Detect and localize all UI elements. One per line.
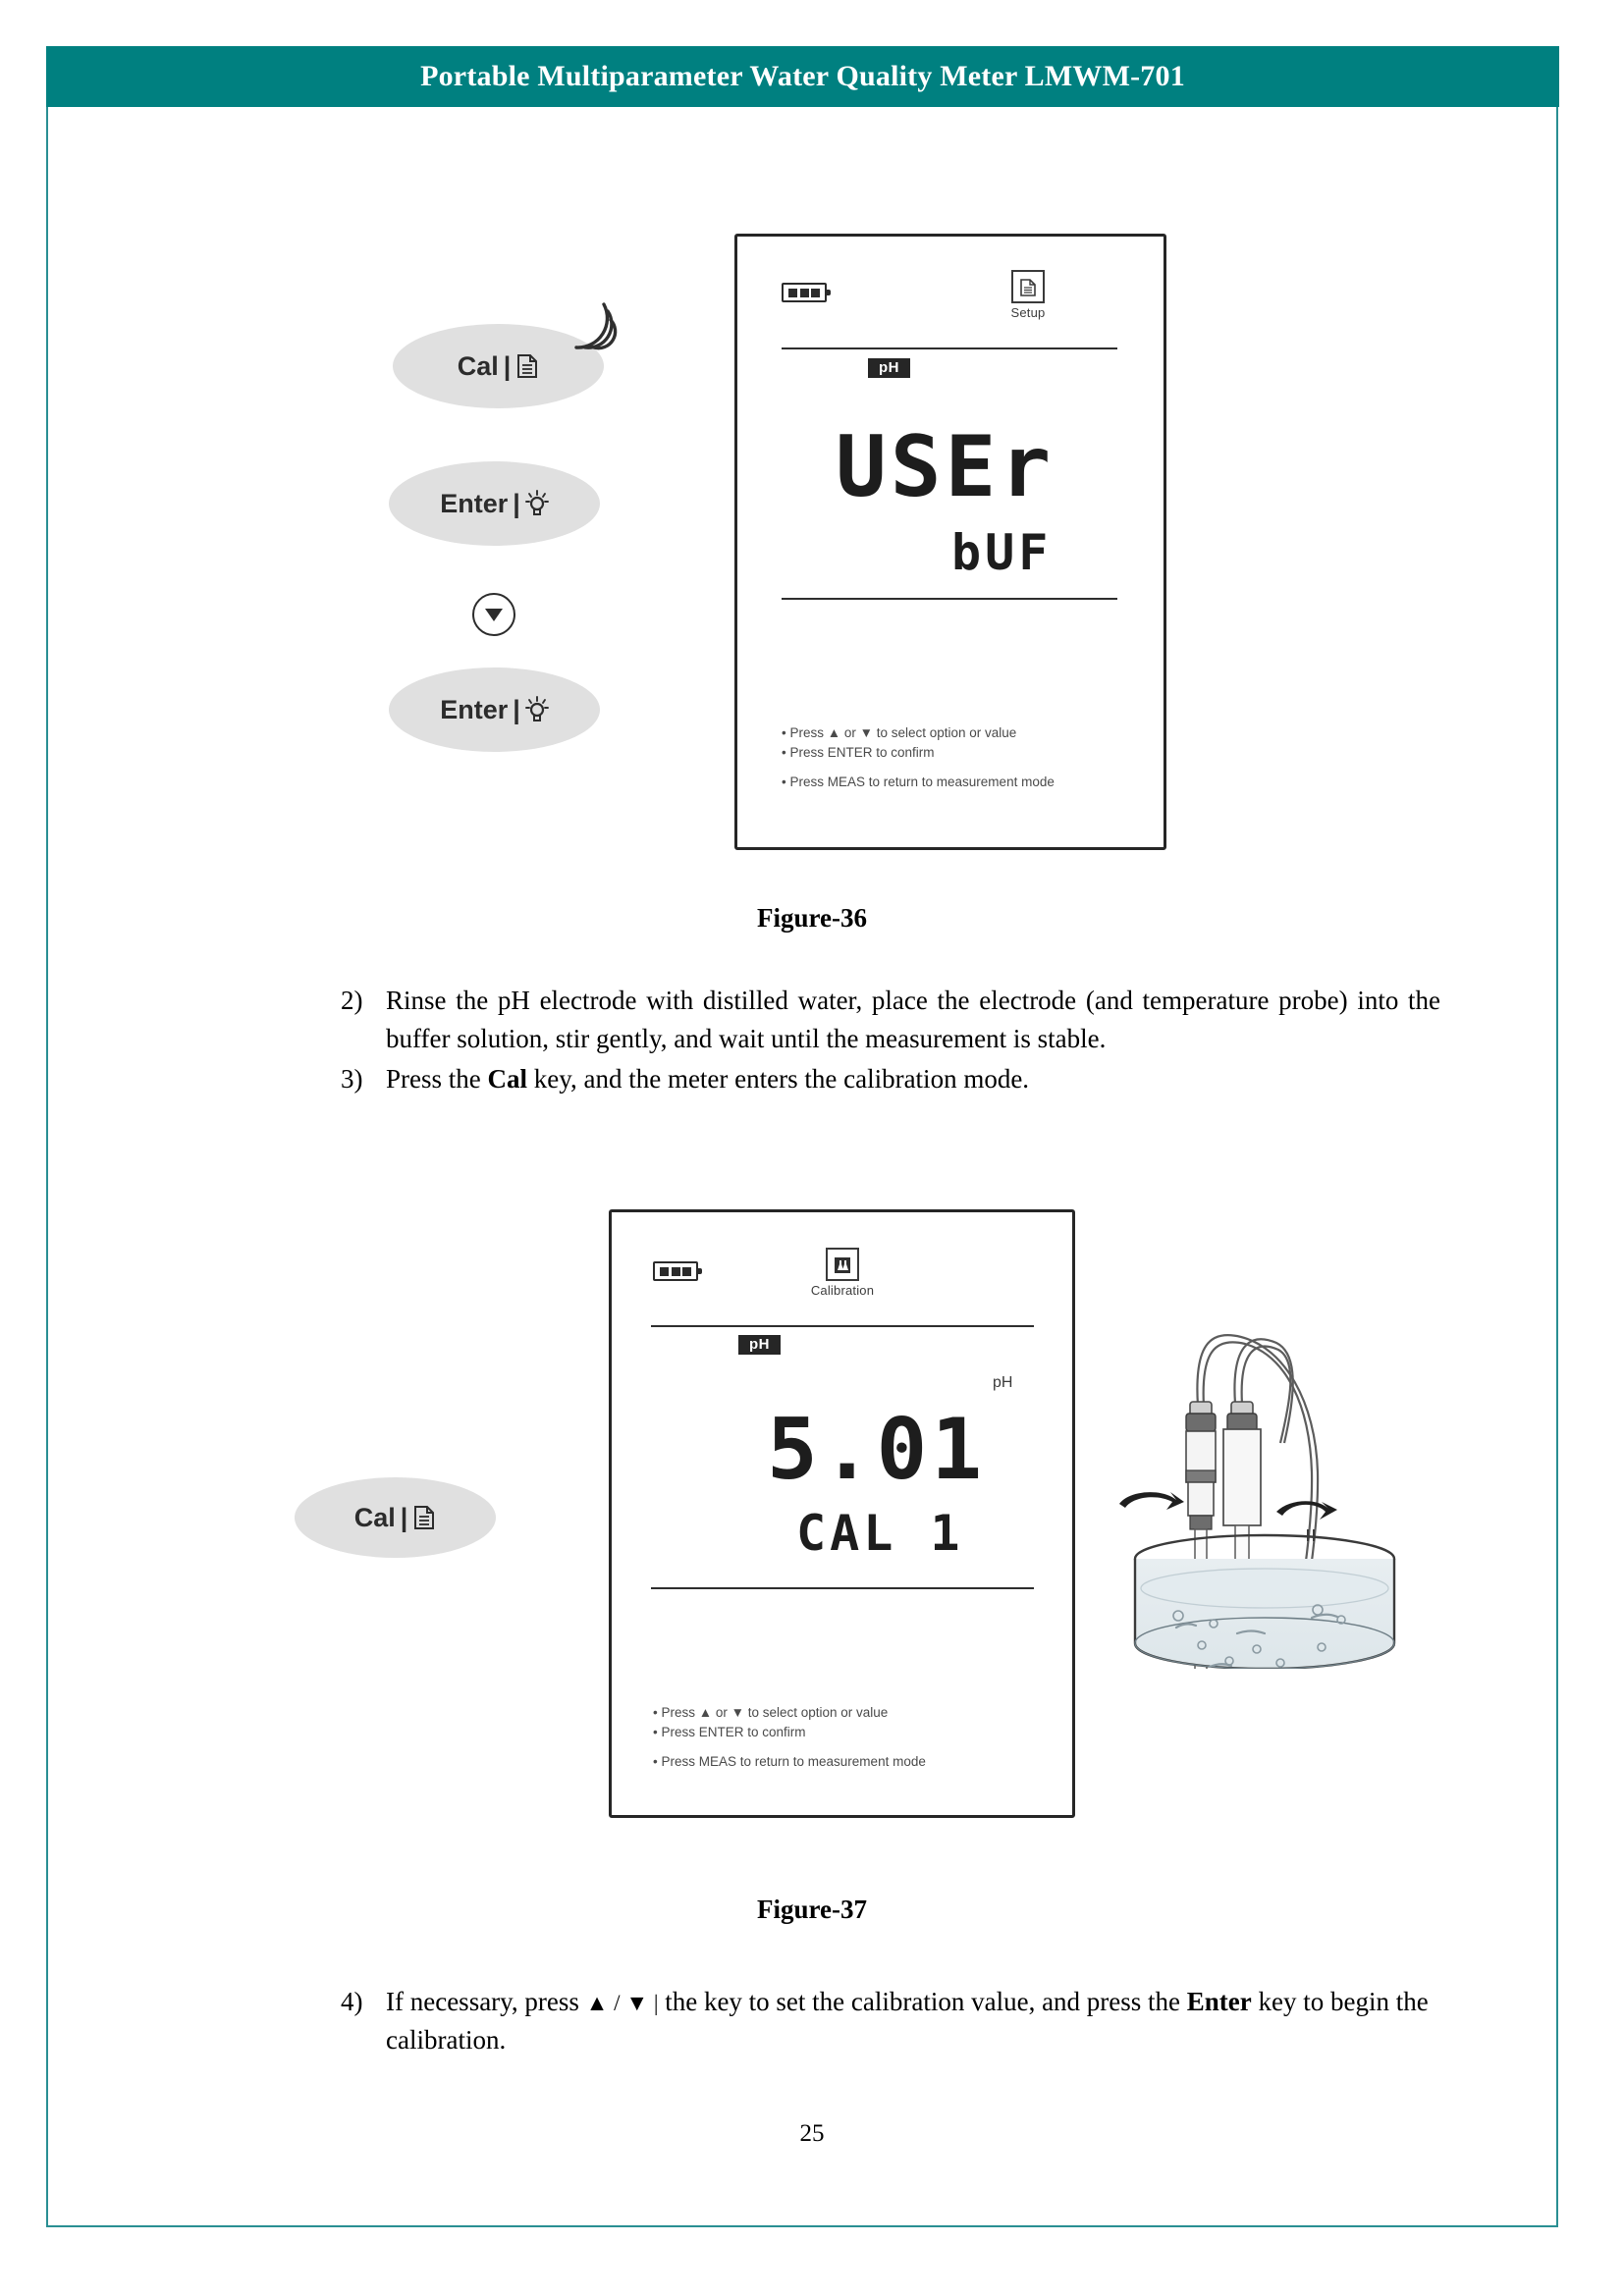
hint-line: • Press MEAS to return to measurement mode (782, 774, 1055, 790)
list-item-step2 (341, 982, 1440, 1059)
lcd-main-value: USEr (836, 418, 1056, 516)
page-title: Portable Multiparameter Water Quality Meter LMWM-701 (420, 60, 1185, 92)
list-item-step4 (341, 1983, 1440, 2060)
key-cal-label: Cal (353, 1502, 396, 1532)
rotate-left-arrow-icon (1119, 1492, 1184, 1510)
list-marker: 4) (341, 1987, 363, 2016)
setup-document-icon (1011, 270, 1045, 303)
keyword-cal: Cal (487, 1063, 527, 1094)
step-list-lower (341, 1983, 1440, 2061)
beaker-with-electrodes-illustration (1108, 1227, 1432, 1669)
lcd-main-value: 5.01 (767, 1401, 987, 1499)
page-header-band (46, 46, 1559, 107)
mode-label: Setup (1010, 305, 1046, 320)
keyword-enter: Enter (1186, 1987, 1252, 2016)
lcd-unit-label: pH (993, 1374, 1013, 1391)
parameter-badge-ph: pH (868, 358, 910, 378)
battery-full-icon (782, 283, 827, 302)
key-enter-label: Enter (440, 488, 509, 518)
calibration-glyph-icon (834, 1256, 851, 1274)
lcd-divider-top (782, 347, 1117, 349)
mode-indicator-calibration (784, 1248, 901, 1298)
list-marker: 3) (341, 1063, 363, 1094)
lcd-display-panel-fig37 (609, 1209, 1075, 1818)
key-enter-label: Enter (440, 694, 509, 724)
key-enter-button-fig36-a[interactable] (389, 461, 600, 546)
key-cal-button-fig37[interactable] (295, 1477, 496, 1558)
lcd-divider-bottom (651, 1587, 1034, 1589)
lcd-hint-list-fig37 (653, 1703, 1046, 1772)
key-divider: | (513, 488, 520, 518)
figure-caption-36: Figure-36 (757, 903, 867, 933)
rotate-right-arrow-icon (1276, 1501, 1337, 1520)
hint-line: • Press ▲ or ▼ to select option or value (782, 725, 1017, 740)
lcd-divider-bottom (782, 598, 1117, 600)
calibration-icon (826, 1248, 859, 1281)
bulb-icon (525, 696, 549, 723)
key-down-arrow-button[interactable] (472, 593, 515, 636)
key-enter-button-fig36-b[interactable] (389, 667, 600, 752)
key-divider: | (513, 694, 520, 724)
document-icon (412, 1505, 436, 1530)
lcd-hint-list-fig36 (782, 723, 1135, 792)
step-list-upper (341, 982, 1440, 1099)
mode-indicator-setup (989, 270, 1067, 320)
key-divider: | (503, 350, 512, 381)
list-text: Rinse the pH electrode with distilled water, place the electrode (and temperature probe) into the buffer solution, stir gently, and wait until the measurement is stable. (386, 986, 1440, 1054)
lcd-display-panel-fig36 (734, 234, 1166, 850)
document-glyph-icon (1019, 279, 1037, 296)
hint-line: • Press MEAS to return to measurement mode (653, 1754, 926, 1770)
lcd-sub-value: CAL 1 (796, 1505, 964, 1562)
lcd-sub-value: bUF (951, 524, 1053, 581)
hint-line: • Press ENTER to confirm (653, 1724, 806, 1739)
signal-waves-icon (565, 294, 620, 353)
up-down-arrow-symbols: ▲ / ▼ | (585, 1991, 659, 2015)
chevron-down-icon (484, 607, 504, 622)
list-text: If necessary, press ▲ / ▼ | the key to set the calibration value, and press the Enter key to begin the calibration. (386, 1987, 1429, 2056)
lcd-divider-top (651, 1325, 1034, 1327)
key-divider: | (400, 1502, 408, 1532)
list-marker: 2) (341, 986, 363, 1015)
parameter-badge-ph: pH (738, 1335, 781, 1355)
document-icon (515, 353, 539, 379)
figure-caption-37: Figure-37 (757, 1895, 867, 1924)
key-cal-label: Cal (457, 350, 499, 381)
list-text: Press the Cal key, and the meter enters the calibration mode. (386, 1063, 1030, 1094)
page-number: 25 (799, 2120, 825, 2147)
battery-full-icon (653, 1261, 698, 1281)
mode-label: Calibration (810, 1283, 875, 1298)
hint-line: • Press ENTER to confirm (782, 744, 935, 760)
bulb-icon (525, 490, 549, 517)
hint-line: • Press ▲ or ▼ to select option or value (653, 1705, 889, 1720)
list-item-step3 (341, 1060, 1440, 1098)
